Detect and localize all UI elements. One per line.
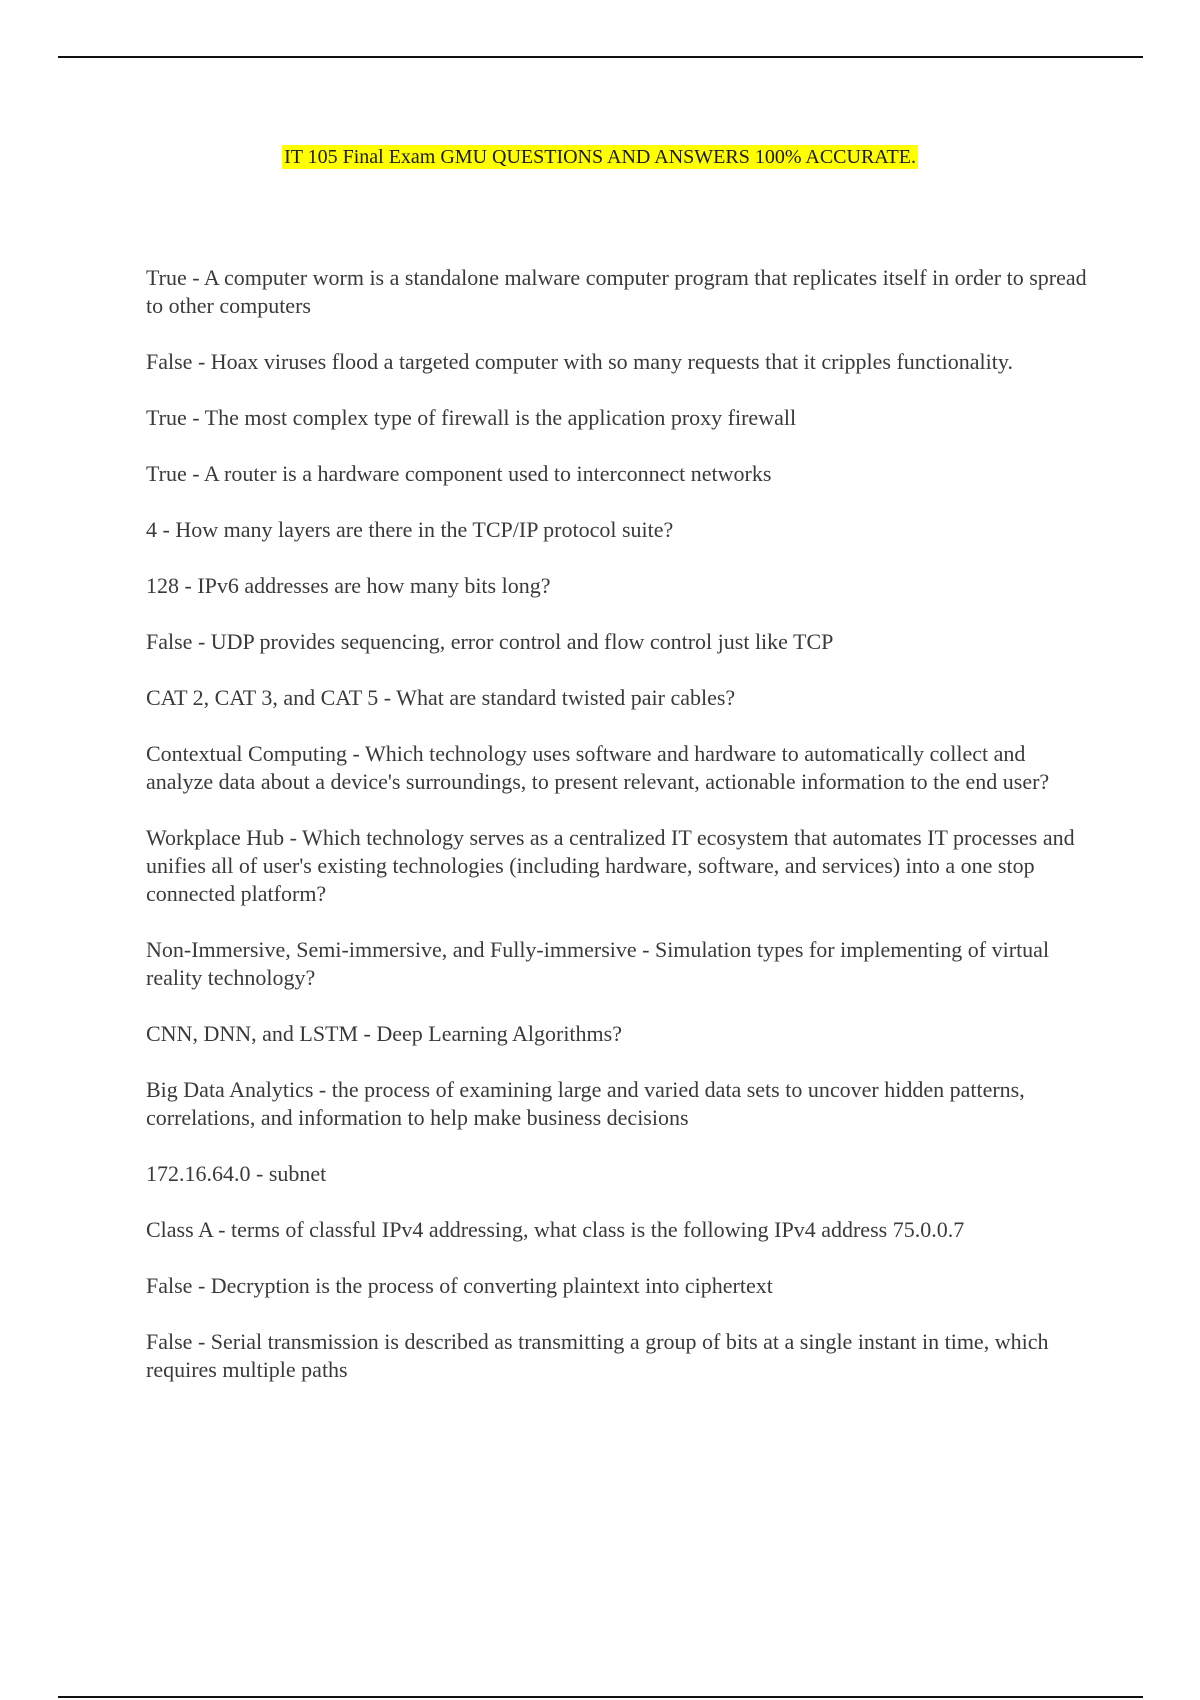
title-container <box>0 145 1200 169</box>
top-rule <box>58 56 1143 58</box>
qa-item: False - Serial transmission is described as transmitting a group of bits at a single instant in time, which requires multiple paths <box>146 1329 1049 1382</box>
qa-item: False - Hoax viruses flood a targeted computer with so many requests that it cripples functionality. <box>146 349 1013 374</box>
qa-list <box>146 264 1096 1412</box>
qa-item: CAT 2, CAT 3, and CAT 5 - What are standard twisted pair cables? <box>146 685 736 710</box>
qa-item: Big Data Analytics - the process of examining large and varied data sets to uncover hidden patterns, correlations, and information to help make business decisions <box>146 1077 1025 1130</box>
qa-item: Contextual Computing - Which technology uses software and hardware to automatically collect and analyze data about a device's surroundings, to present relevant, actionable information to the end user? <box>146 741 1050 794</box>
qa-item: Class A - terms of classful IPv4 addressing, what class is the following IPv4 address 75.0.0.7 <box>146 1217 965 1242</box>
qa-item: CNN, DNN, and LSTM - Deep Learning Algorithms? <box>146 1021 622 1046</box>
bottom-rule <box>58 1696 1143 1698</box>
document-title: IT 105 Final Exam GMU QUESTIONS AND ANSWERS 100% ACCURATE. <box>284 146 916 168</box>
qa-item: True - The most complex type of firewall is the application proxy firewall <box>146 405 797 430</box>
qa-item: 172.16.64.0 - subnet <box>146 1161 327 1186</box>
qa-item: True - A computer worm is a standalone malware computer program that replicates itself in order to spread to other computers <box>146 265 1087 318</box>
qa-item: Non-Immersive, Semi-immersive, and Fully-immersive - Simulation types for implementing of virtual reality technology? <box>146 937 1050 990</box>
qa-item: Workplace Hub - Which technology serves as a centralized IT ecosystem that automates IT processes and unifies all of user's existing technologies (including hardware, software, and services) into a one stop connected platform? <box>146 825 1075 906</box>
qa-item: 4 - How many layers are there in the TCP/IP protocol suite? <box>146 517 674 542</box>
qa-item: True - A router is a hardware component used to interconnect networks <box>146 461 772 486</box>
qa-item: False - UDP provides sequencing, error control and flow control just like TCP <box>146 629 834 654</box>
qa-item: 128 - IPv6 addresses are how many bits long? <box>146 573 551 598</box>
qa-item: False - Decryption is the process of converting plaintext into ciphertext <box>146 1273 773 1298</box>
